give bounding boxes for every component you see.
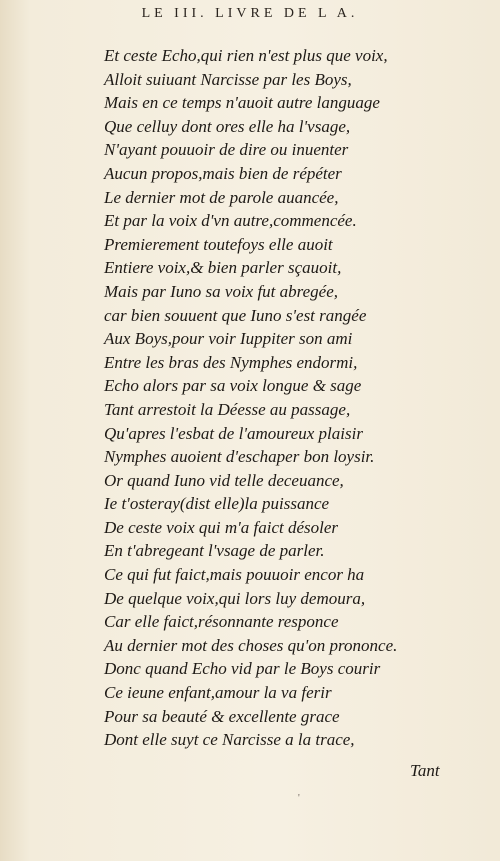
verse-line: N'ayant pouuoir de dire ou inuenter <box>104 140 349 160</box>
verse-line: De quelque voix,qui lors luy demoura, <box>104 588 366 608</box>
verse-line: Aux Boys,pour voir Iuppiter son ami <box>104 329 353 349</box>
verse-line: Aucun propos,mais bien de répéter <box>104 163 342 183</box>
verse-line: car bien souuent que Iuno s'est rangée <box>104 305 367 325</box>
verse-line: Et ceste Echo,qui rien n'est plus que voix, <box>104 46 388 65</box>
verse-line: Nymphes auoient d'eschaper bon loysir. <box>104 447 375 467</box>
verse-line: Premierement toutefoys elle auoit <box>104 234 333 254</box>
running-head: LE III. LIVRE DE L A. <box>141 6 359 21</box>
verse-line: Alloit suiuant Narcisse par les Boys, <box>104 69 352 89</box>
verse-line: Qu'apres l'esbat de l'amoureux plaisir <box>104 423 363 443</box>
verse-line: Dont elle suyt ce Narcisse a la trace, <box>104 730 355 750</box>
verse-line: Mais en ce temps n'auoit autre language <box>104 93 380 113</box>
verse-line: Entre les bras des Nymphes endormi, <box>104 352 358 372</box>
verse-line: Et par la voix d'vn autre,commencée. <box>104 211 357 231</box>
verse-line: Mais par Iuno sa voix fut abregée, <box>104 281 339 301</box>
verse-line: Le dernier mot de parole auancée, <box>104 187 339 207</box>
verse-line: En t'abregeant l'vsage de parler. <box>104 541 325 561</box>
verse-block <box>104 44 460 752</box>
catchword: Tant <box>410 761 440 780</box>
verse-line: Car elle faict,résonnante responce <box>104 612 339 632</box>
verse-line: Que celluy dont ores elle ha l'vsage, <box>104 116 351 136</box>
verse-line: Entiere voix,& bien parler sçauoit, <box>104 258 342 278</box>
verse-line: Ce ieune enfant,amour la va ferir <box>104 683 332 703</box>
verse-line: Ce qui fut faict,mais pouuoir encor ha <box>104 565 365 585</box>
verse-line: Ie t'osteray(dist elle)la puissance <box>104 494 330 514</box>
verse-line: Echo alors par sa voix longue & sage <box>104 376 362 396</box>
verse-line: De ceste voix qui m'a faict désoler <box>104 517 339 537</box>
verse-line: Or quand Iuno vid telle deceuance, <box>104 470 344 490</box>
verse-line: Pour sa beauté & excellente grace <box>104 706 340 726</box>
verse-line: Au dernier mot des choses qu'on prononce. <box>104 635 398 655</box>
verse-line: Donc quand Echo vid par le Boys courir <box>104 659 381 679</box>
verse-line: Tant arrestoit la Déesse au passage, <box>104 399 351 419</box>
signature-mark: ' <box>298 793 300 804</box>
